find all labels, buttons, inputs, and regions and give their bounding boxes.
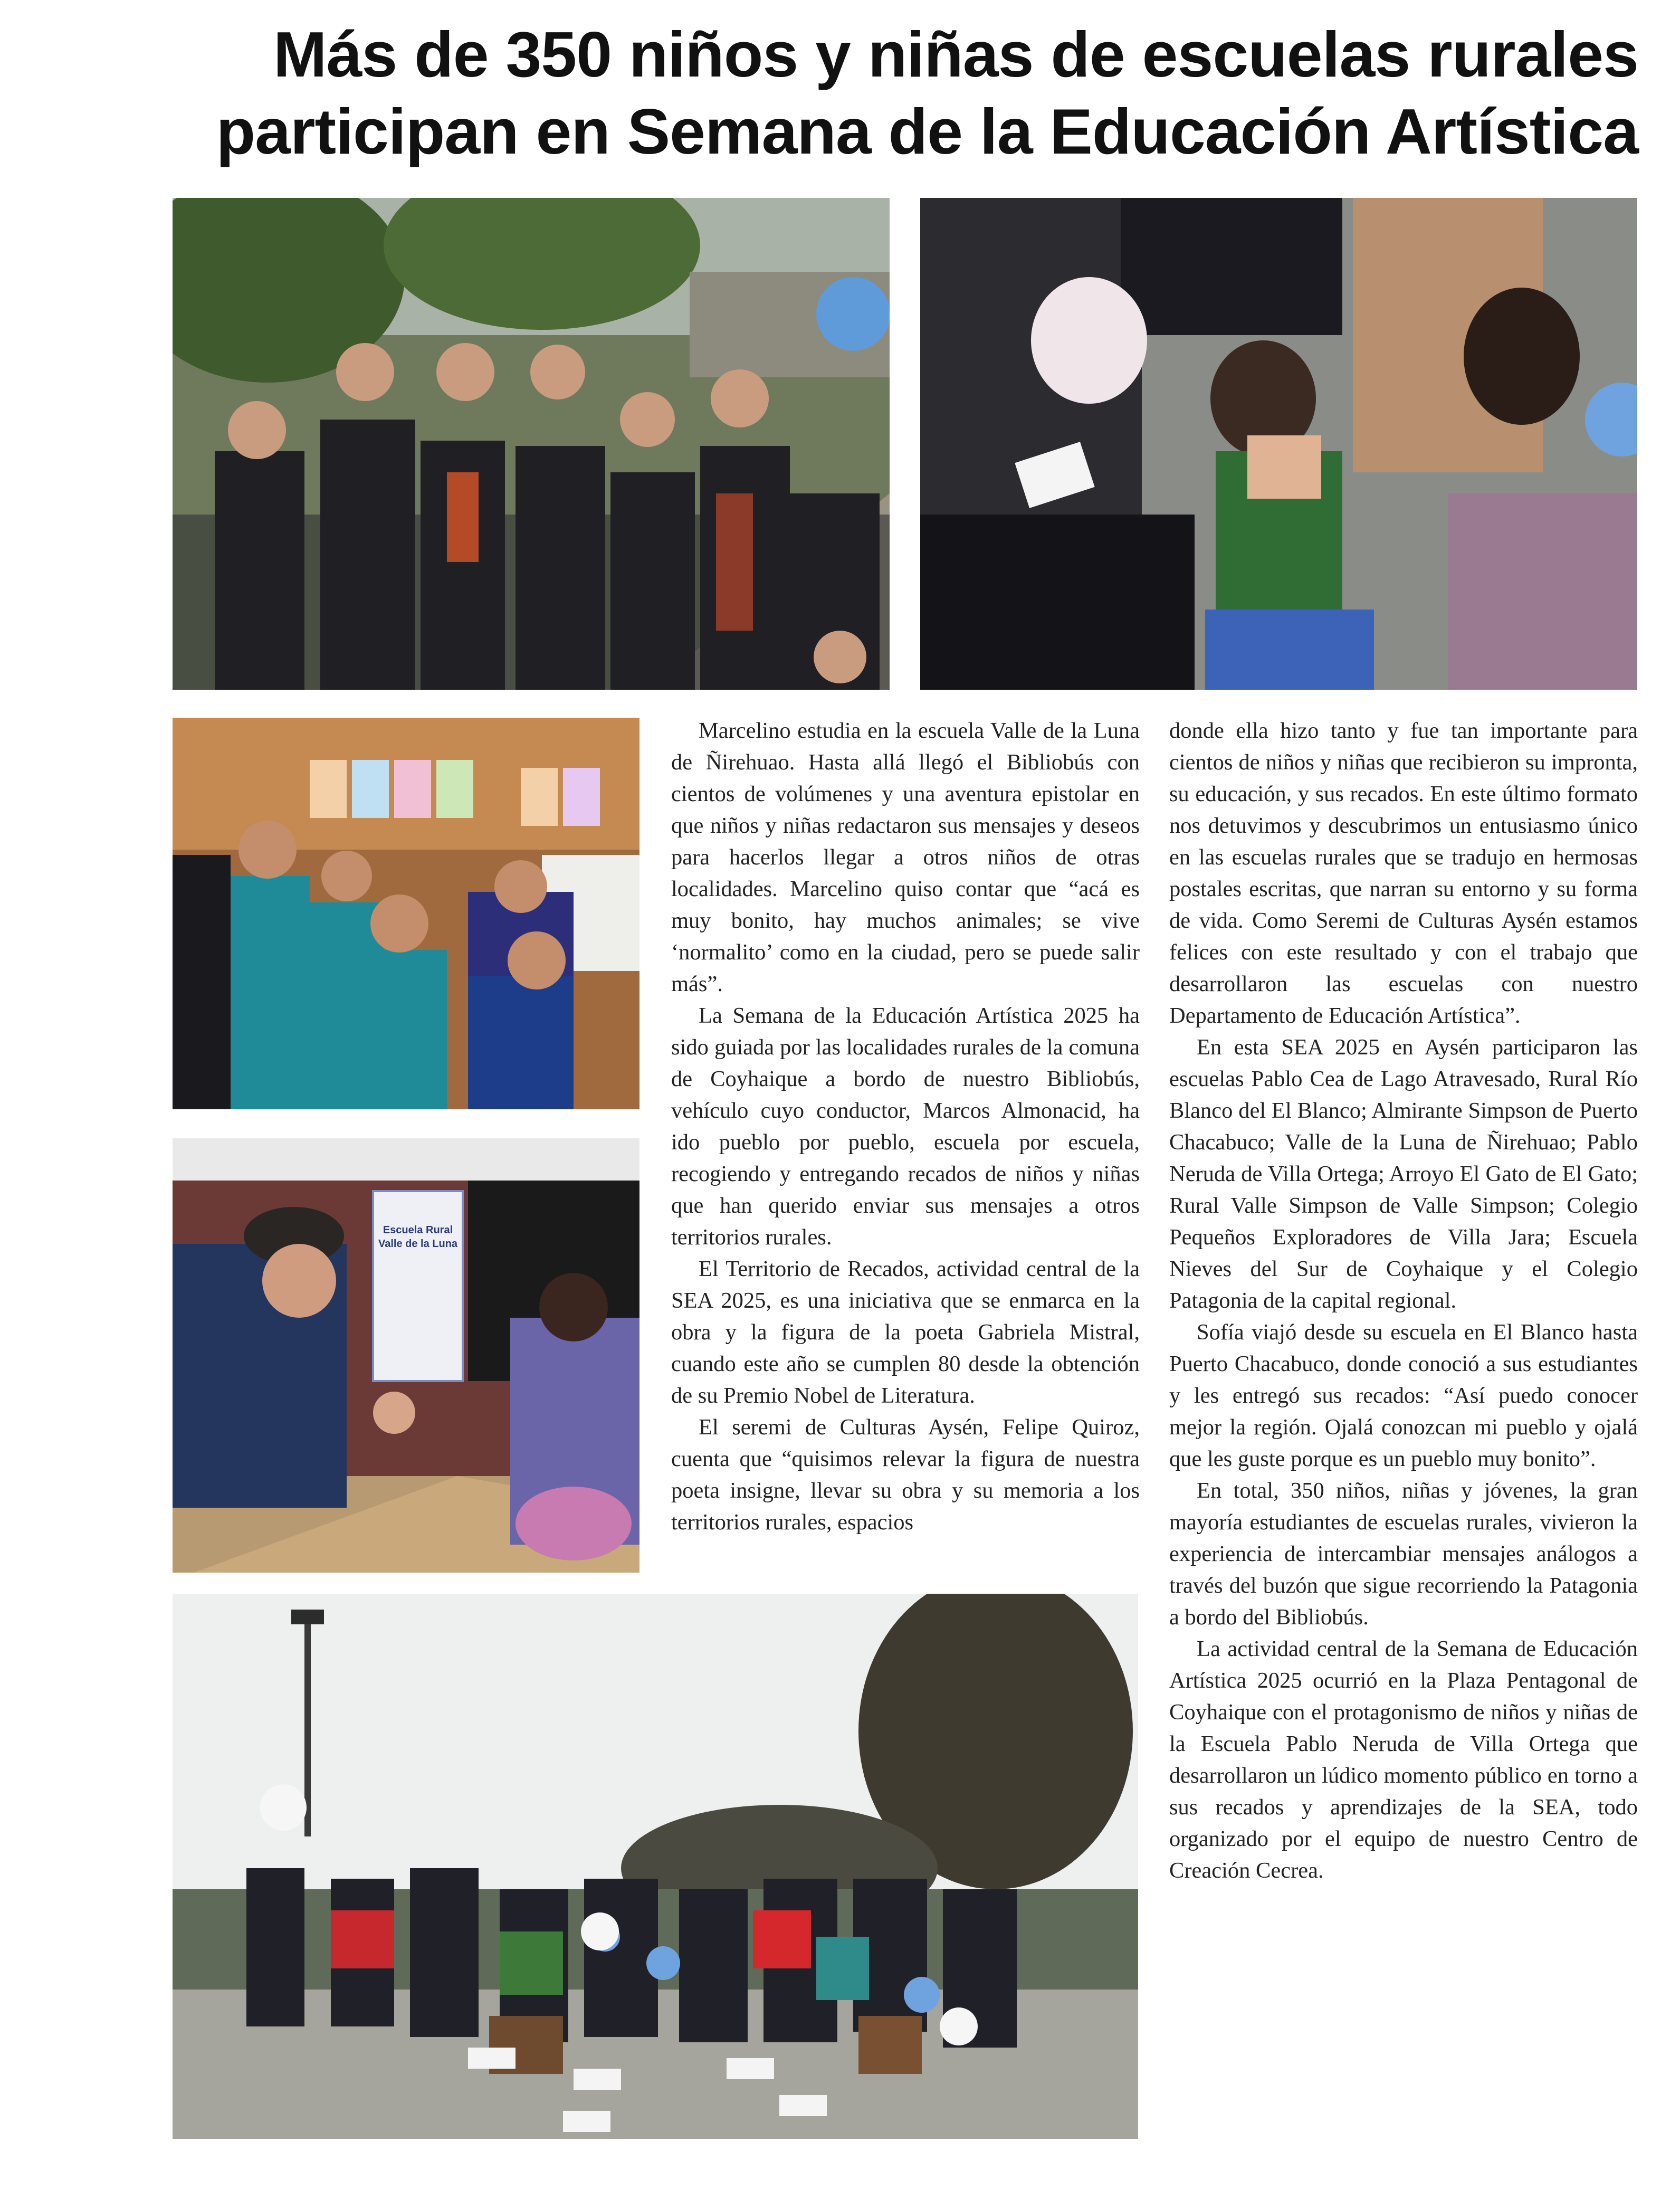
photo-face-painted-children [920,198,1637,690]
photo-man-with-child-table [173,1138,639,1573]
article-paragraph: El Territorio de Recados, actividad central de la SEA 2025, es una iniciativa que se enmarca en la obra y la figura de la poeta Gabriela Mistral, cuando este año se cumplen 80 desde la obtención de su Premio Nobel de Literatura. [671,1257,1140,1408]
article-paragraph: En esta SEA 2025 en Aysén participaron las escuelas Pablo Cea de Lago Atravesado, Rural Río Blanco del El Blanco; Almirante Simpson de Puerto Chacabuco; Valle de la Luna de Ñirehuao; Pablo Neruda de Villa Ortega; Arroyo El Gato de El Gato; Rural Valle Simpson de Valle Simpson; Colegio Pequeños Exploradores de Villa Jara; Escuela Nieves del Sur de Coyhaique y el Colegio Patagonia de la capital regional. [1169,1035,1638,1313]
article-paragraph: El seremi de Culturas Aysén, Felipe Quiroz, cuenta que “quisimos relevar la figura de nuestra poeta insigne, llevar su obra y su memoria a los territorios rurales, espacios [671,1415,1140,1535]
article-paragraph: La Semana de la Educación Artística 2025 ha sido guiada por las localidades rurales de la comuna de Coyhaique a bordo de nuestro Bibliobús, vehículo cuyo conductor, Marcos Almonacid, ha ido pueblo por pueblo, escuela por escuela, recogiendo y entregando recados de niños y niñas que han querido enviar sus mensajes a otros territorios rurales. [671,1003,1140,1250]
headline-line-1: Más de 350 niños y niñas de escuelas rurales [273,18,1638,90]
photo-plaza-group [173,1594,1138,2139]
article-paragraph: Sofía viajó desde su escuela en El Blanco hasta Puerto Chacabuco, donde conoció a sus estudiantes y les entregó sus recados: “Así puedo conocer mejor la región. Ojalá conozcan mi pueblo y ojalá que les guste porque es un pueblo muy bonito”. [1169,1320,1638,1471]
article-headline [174,16,1638,170]
photo-classroom-students [173,718,639,1109]
sign-text-line-1: Escuela Rural [383,1224,453,1236]
article-paragraph: Marcelino estudia en la escuela Valle de la Luna de Ñirehuao. Hasta allá llegó el Bibliobús con cientos de volúmenes y una aventura epistolar en que niños y niñas redactaron sus mensajes y deseos para hacerlos llegar a otros niños de otras localidades. Marcelino quiso contar que “acá es muy bonito, hay muchos animales; se vive ‘normalito’ como en la ciudad, pero se puede salir más”. [671,718,1140,996]
article-column-left [671,715,1140,1538]
article-paragraph: En total, 350 niños, niñas y jóvenes, la gran mayoría estudiantes de escuelas rurales, vivieron la experiencia de intercambiar mensajes análogos a través del buzón que sigue recorriendo la Patagonia a bordo del Bibliobús. [1169,1478,1638,1630]
article-paragraph: donde ella hizo tanto y fue tan importante para cientos de niños y niñas que recibieron su impronta, su educación, y sus recados. En este último formato nos detuvimos y descubrimos un entusiasmo único en las escuelas rurales que se tradujo en hermosas postales escritas, que narran su entorno y su forma de vida. Como Seremi de Culturas Aysén estamos felices con este resultado y con el trabajo que desarrollaron las escuelas con nuestro Departamento de Educación Artística”. [1169,718,1638,1028]
headline-line-2: participan en Semana de la Educación Artística [216,96,1638,167]
article-paragraph: La actividad central de la Semana de Educación Artística 2025 ocurrió en la Plaza Pentagonal de Coyhaique con el protagonismo de niños y niñas de la Escuela Pablo Neruda de Villa Ortega que desarrollaron un lúdico momento público en torno a sus recados y aprendizajes de la SEA, todo organizado por el equipo de nuestro Centro de Creación Cecrea. [1169,1636,1638,1883]
sign-text-line-2: Valle de la Luna [378,1238,458,1250]
article-column-right [1169,715,1638,1887]
photo-group-waving [173,198,890,690]
